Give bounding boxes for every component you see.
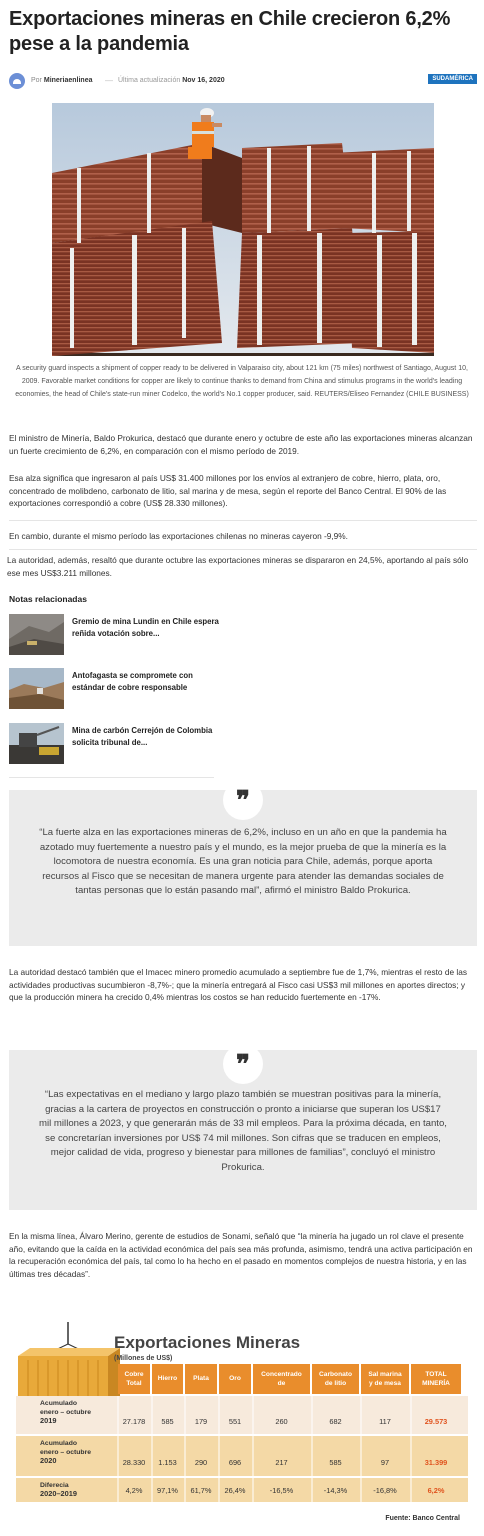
- copper-shipment-image: [52, 103, 434, 356]
- meta-divider: —: [105, 76, 113, 85]
- header-label: Hierro: [157, 1375, 178, 1382]
- table-cell: -14,3%: [323, 1486, 348, 1495]
- header-label: Total: [126, 1380, 142, 1387]
- header-label: Plata: [193, 1375, 209, 1382]
- updated-label: Última actualización: [118, 77, 181, 84]
- byline: [31, 77, 93, 84]
- header-label: de litio: [324, 1380, 347, 1387]
- header-cell: [361, 1364, 409, 1394]
- author-link[interactable]: Mineriaenlinea: [43, 77, 93, 84]
- infographic-subtitle: (Millones de US$): [114, 1355, 173, 1362]
- header-label: Cobre: [124, 1371, 144, 1378]
- table-cell: 97: [380, 1458, 390, 1467]
- related-title[interactable]: Gremio de mina Lundin en Chile espera reñida votación sobre...: [72, 617, 219, 638]
- divider: [9, 549, 477, 550]
- blockquote: [9, 1050, 477, 1210]
- table-cell: 27.178: [122, 1417, 146, 1426]
- table-cell: 26,4%: [224, 1486, 246, 1495]
- quote-icon: ❞: [223, 780, 263, 820]
- image-caption: A security guard inspects a shipment of copper ready to be delivered in Valparaiso city, about 121 km (75 miles) northwest of Santiago, August 10, 2009. Favorable market conditions for copper are likely to continue thanks to demand from China and stimulus programs in the world's leading economies, the head of Chile's state-run miner Codelco, the world's No.1 copper producer, said. REUTERS/Eliseo Fernandez (CHILE BUSINESS): [15, 365, 469, 398]
- exports-infographic: [8, 1322, 476, 1532]
- header-label: Carbonato: [319, 1371, 352, 1378]
- row-label: Acumulado: [40, 1440, 78, 1447]
- paragraph-1: El ministro de Minería, Baldo Prokurica, destacó que durante enero y octubre de este año las exportaciones mineras alcanzan un fuerte crecimiento de 6,2%, en comparación con el mismo período de 2019.: [9, 433, 473, 456]
- infographic-title: Exportaciones Mineras: [114, 1333, 301, 1352]
- blockquote: [9, 786, 477, 946]
- hero-image: [52, 103, 434, 356]
- quote-text: “La fuerte alza en las exportaciones mineras de 6,2%, incluso en un año en que la pandemia ha azotado muy fuertemente a nuestro país y el mundo, es la mejor prueba de que la minería es la locomotora de nuestra economía. Es una gran noticia para Chile, además, porque aporta recursos al Fisco que se necesitan de manera urgente para atender las demandas sociales de tantas personas que lo están pasando mal”, afirmó el ministro Baldo Prokurica.: [39, 827, 447, 896]
- coal-mine-thumbnail-image: [9, 723, 64, 764]
- table-cell: 29.573: [424, 1417, 448, 1426]
- related-item[interactable]: [9, 614, 229, 656]
- table-cell: 61,7%: [190, 1486, 212, 1495]
- category-badge[interactable]: SUDAMÉRICA: [428, 74, 477, 84]
- updated-info: [118, 77, 225, 84]
- mine-thumbnail-image: [9, 614, 64, 655]
- table-cell: 696: [228, 1458, 242, 1467]
- header-cell: [118, 1364, 150, 1394]
- divider: [9, 520, 477, 521]
- row-label: Diferecia: [40, 1482, 69, 1489]
- row-label: enero – octubre: [40, 1449, 91, 1456]
- header-label: Sal marina: [368, 1371, 402, 1378]
- quote-icon: ❞: [223, 1044, 263, 1084]
- header-label: Oro: [229, 1375, 241, 1382]
- updated-date: Nov 16, 2020: [182, 77, 225, 84]
- header-label: y de mesa: [369, 1380, 401, 1387]
- header-cell: [312, 1364, 359, 1394]
- header-label: de: [277, 1380, 286, 1387]
- table-cell: 551: [228, 1417, 242, 1426]
- header-label: TOTAL: [425, 1371, 447, 1378]
- related-thumbnail[interactable]: [9, 668, 64, 709]
- divider: [9, 777, 214, 778]
- table-cell: 585: [329, 1458, 342, 1467]
- table-cell: 31.399: [424, 1458, 448, 1467]
- related-heading: Notas relacionadas: [9, 594, 87, 604]
- paragraph-2: Esa alza significa que ingresaron al país US$ 31.400 millones por los envíos al extranjero de cobre, hierro, plata, oro, concentrado de molibdeno, carbonato de litio, sal marina y de mesa, según el reporte del Banco Central. El 90% de las exportaciones correspondió a cobre (US$ 28.330 millones).: [9, 473, 447, 508]
- container-icon: [18, 1322, 120, 1406]
- table-cell: 217: [275, 1458, 288, 1467]
- row-label: 2020: [40, 1456, 57, 1465]
- paragraph-5: La autoridad destacó también que el Imacec minero promedio acumulado a septiembre fue de 1,7%, mientras el resto de las actividades productivas sucumbieron -8,7%-; que la minería entregará al Fisco casi US$3 mil millones en aportes directos; y que la producción minera ha crecido 0,4% mientras los costos se han reducido fuertemente en -17%.: [9, 967, 467, 1002]
- paragraph-3: En cambio, durante el mismo período las exportaciones chilenas no mineras cayeron -9,9%.: [9, 531, 348, 541]
- exports-table-graphic: [8, 1322, 476, 1532]
- article-meta: [9, 72, 477, 90]
- table-cell: 585: [161, 1417, 174, 1426]
- table-cell: 28.330: [122, 1458, 146, 1467]
- table-cell: 290: [194, 1458, 208, 1467]
- header-cell: [411, 1364, 461, 1394]
- related-thumbnail[interactable]: [9, 614, 64, 655]
- paragraph-6: En la misma línea, Álvaro Merino, gerente de estudios de Sonami, señaló que “la minería ha jugado un rol clave el presente año, evitando que la caída en la actividad económica del país sea más profunda, asimismo, tendrá una activa participación en la recuperación económica del país, tal como lo ha hecho en el pasado en momentos complejos de nuestra historia, y en las últimas tres décadas”.: [9, 1231, 473, 1279]
- related-title[interactable]: Antofagasta se compromete con estándar de cobre responsable: [72, 671, 193, 692]
- header-cell: [253, 1364, 310, 1394]
- table-cell: 1.153: [158, 1458, 177, 1467]
- row-label: 2019: [40, 1416, 57, 1425]
- row-label: 2020–2019: [40, 1489, 77, 1498]
- header-label: MINERÍA: [422, 1380, 450, 1387]
- table-cell: 179: [194, 1417, 208, 1426]
- table-cell: 6,2%: [427, 1486, 445, 1495]
- by-label: Por: [31, 77, 42, 84]
- related-title[interactable]: Mina de carbón Cerrejón de Colombia solicita tribunal de...: [72, 726, 213, 747]
- author-avatar[interactable]: [9, 73, 25, 89]
- row-label: enero – octubre: [40, 1409, 91, 1416]
- article-title: Exportaciones mineras en Chile crecieron 6,2% pese a la pandemia: [9, 8, 451, 55]
- quote-text: “Las expectativas en el mediano y largo plazo también se muestran positivas para la minería, gracias a la cartera de proyectos en construcción o pronto a iniciarse que superan los US$17 mil millones a 2023, y que generarán más de 33 mil empleos. Para la próxima década, en tanto, se concretarían inversiones por US$ 74 mil millones. Son cifras que se traducen en empleos, mejor calidad de vida, progreso y bienestar para millones de familias”, concluyó el ministro Prokurica.: [39, 1089, 447, 1173]
- table-cell: -16,5%: [269, 1486, 294, 1495]
- table-cell: -16,8%: [373, 1486, 397, 1495]
- table-row: [16, 1436, 468, 1476]
- table-cell: 260: [275, 1417, 288, 1426]
- related-item[interactable]: [9, 723, 229, 765]
- paragraph-4: La autoridad, además, resaltó que durante octubre las exportaciones mineras se dispararon en 24,5%, aportando al país sólo ese mes US$3.211 millones.: [7, 555, 469, 578]
- mine-thumbnail-image: [9, 668, 64, 709]
- header-label: Concentrado: [261, 1371, 302, 1378]
- row-label: Acumulado: [40, 1400, 78, 1407]
- table-cell: 97,1%: [157, 1486, 178, 1495]
- infographic-source: Fuente: Banco Central: [385, 1515, 460, 1522]
- related-item[interactable]: [9, 668, 229, 710]
- table-cell: 682: [329, 1417, 342, 1426]
- table-cell: 4,2%: [125, 1486, 143, 1495]
- table-cell: 117: [379, 1417, 391, 1426]
- related-thumbnail[interactable]: [9, 723, 64, 764]
